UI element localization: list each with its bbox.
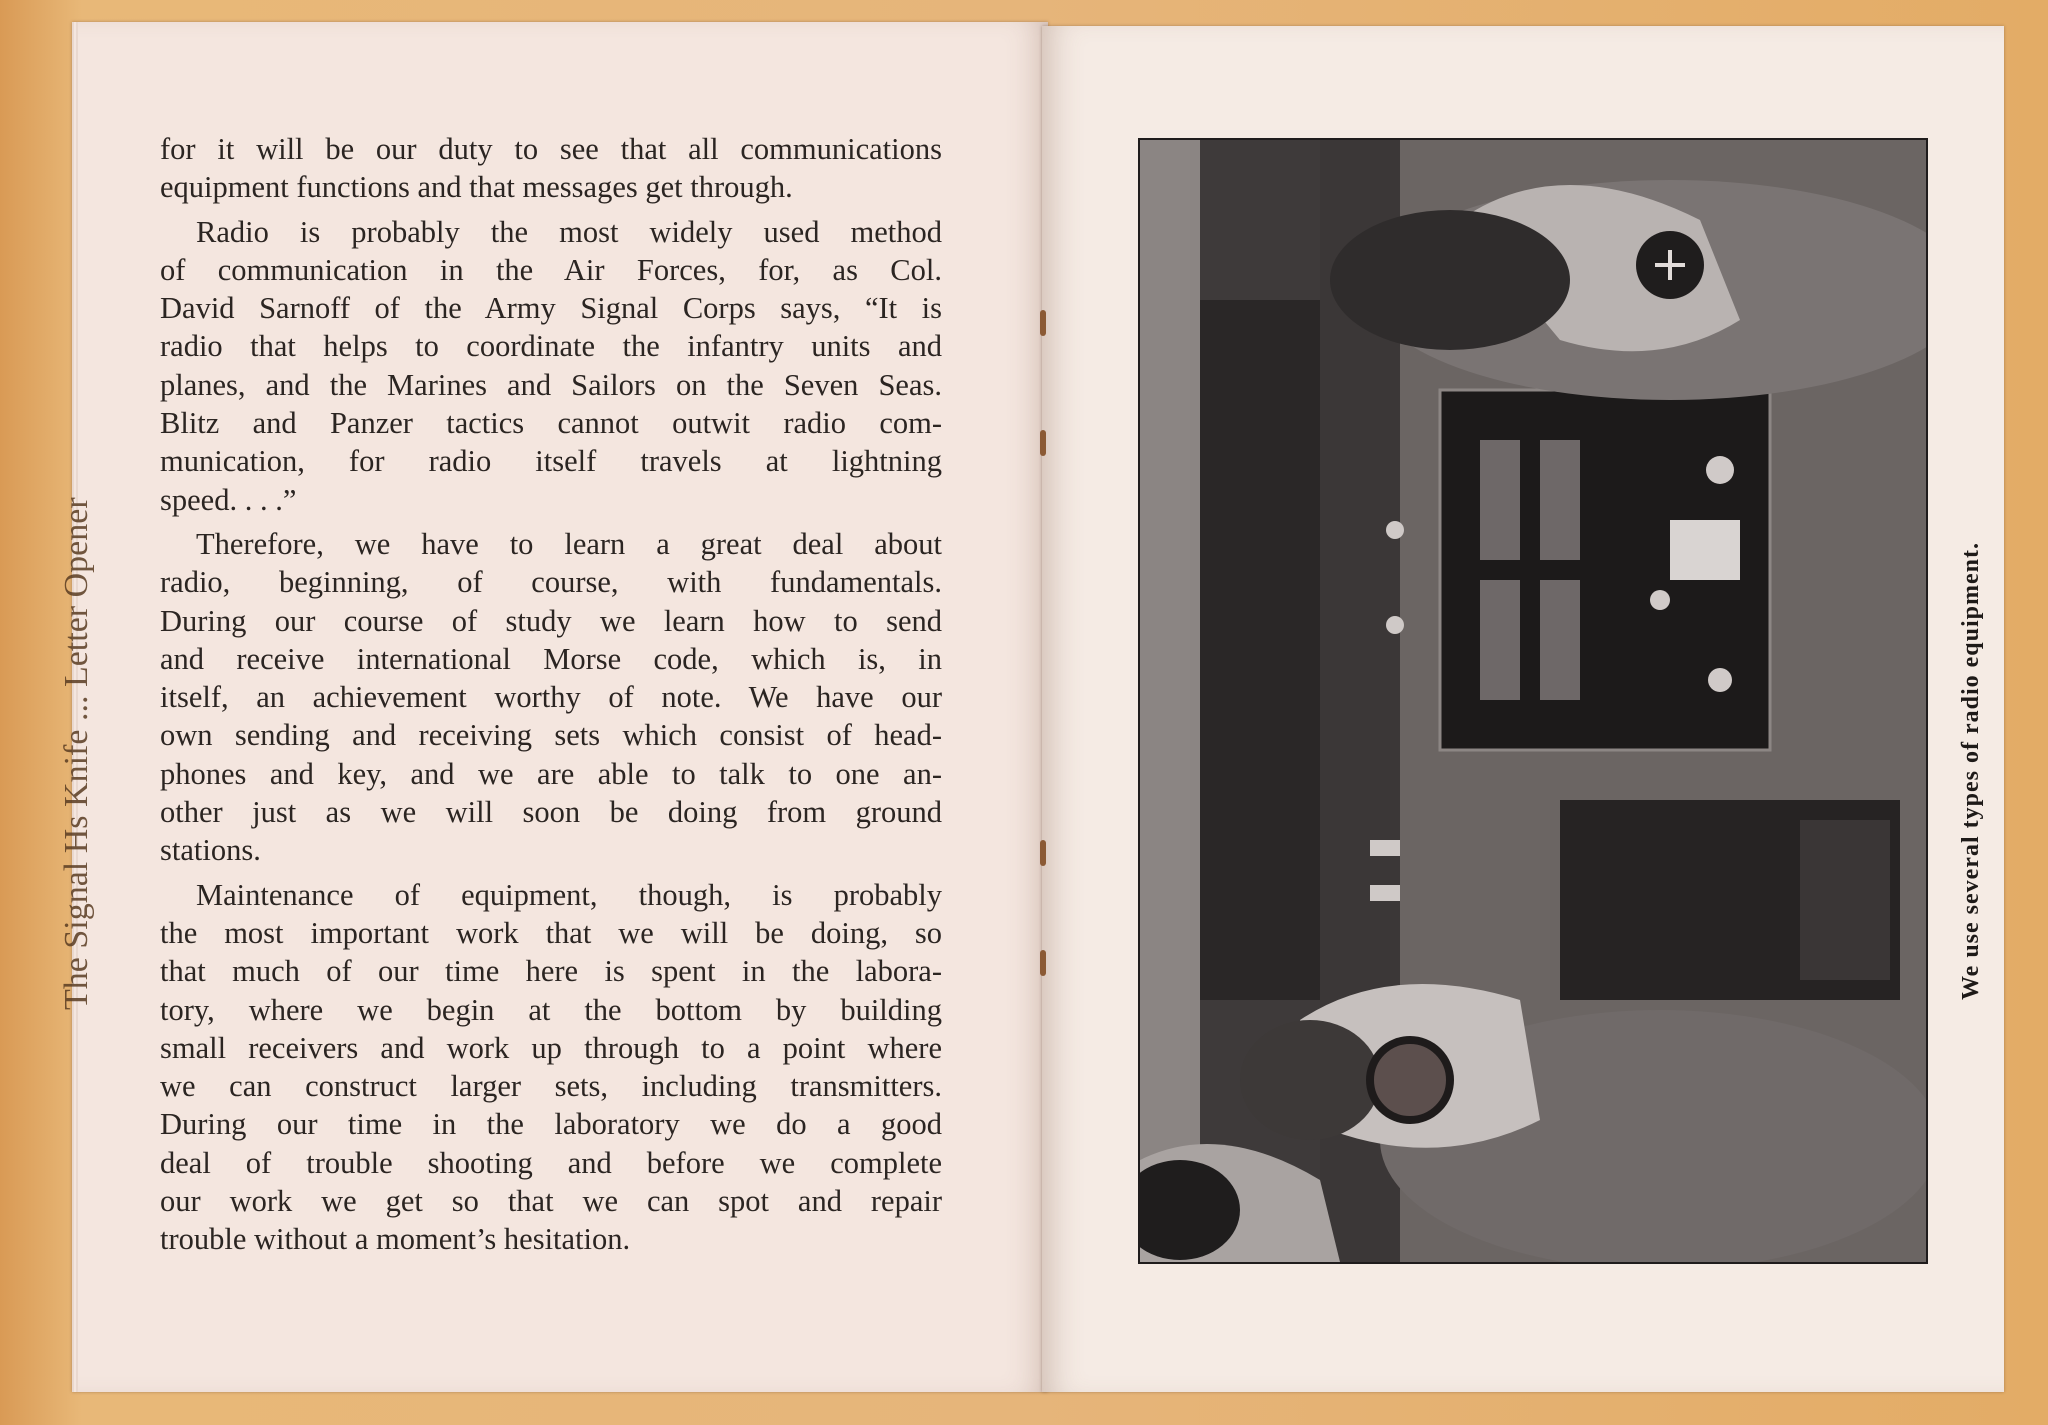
radio-equipment-photo bbox=[1138, 138, 1928, 1264]
text-line: Maintenance of equipment, though, is probably bbox=[196, 877, 942, 912]
text-line: small receivers and work up through to a point where bbox=[160, 1030, 942, 1065]
binding-thread bbox=[1040, 950, 1046, 976]
text-line: for it will be our duty to see that all communications bbox=[160, 132, 942, 166]
text-line: Radio is probably the most widely used method bbox=[196, 214, 942, 249]
binding-thread bbox=[1040, 430, 1046, 456]
paragraph bbox=[160, 213, 942, 519]
text-line: trouble without a moment’s hesitation. bbox=[160, 1222, 631, 1257]
paragraph bbox=[160, 525, 942, 870]
photo-illustration bbox=[1140, 140, 1926, 1262]
binding-thread bbox=[1040, 310, 1046, 336]
text-line: deal of trouble shooting and before we complete bbox=[160, 1145, 942, 1180]
text-line: During our time in the laboratory we do a good bbox=[160, 1107, 942, 1142]
text-line: munication, for radio itself travels at lightning bbox=[160, 444, 942, 479]
text-line: tory, where we begin at the bottom by building bbox=[160, 992, 942, 1027]
text-line: itself, an achievement worthy of note. We have our bbox=[160, 680, 942, 715]
text-line: we can construct larger sets, including transmitters. bbox=[160, 1069, 942, 1104]
text-line: radio that helps to coordinate the infantry units and bbox=[160, 329, 942, 364]
text-line: of communication in the Air Forces, for, as Col. bbox=[160, 252, 942, 287]
photo-caption: We use several types of radio equipment. bbox=[1958, 542, 1984, 1000]
paragraph bbox=[160, 876, 942, 1259]
paragraph bbox=[160, 130, 942, 207]
text-line: During our course of study we learn how to send bbox=[160, 603, 942, 638]
text-line: our work we get so that we can spot and repair bbox=[160, 1184, 942, 1219]
text-line: that much of our time here is spent in the labora- bbox=[160, 954, 942, 989]
bleed-through-text: The Signal Hs Knife ... Letter Opener bbox=[58, 497, 95, 1010]
text-line: planes, and the Marines and Sailors on the Seven Seas. bbox=[160, 367, 942, 402]
text-line: other just as we will soon be doing from ground bbox=[160, 795, 942, 830]
text-line: phones and key, and we are able to talk to one an- bbox=[160, 756, 942, 791]
text-line: the most important work that we will be doing, so bbox=[160, 915, 942, 950]
binding-thread bbox=[1040, 840, 1046, 866]
body-text bbox=[160, 130, 942, 1265]
text-line: David Sarnoff of the Army Signal Corps says, “It is bbox=[160, 291, 942, 326]
text-line: stations. bbox=[160, 833, 261, 868]
text-line: Blitz and Panzer tactics cannot outwit radio com- bbox=[160, 406, 942, 441]
text-line: equipment functions and that messages get through. bbox=[160, 170, 793, 205]
text-line: speed. . . .” bbox=[160, 482, 297, 517]
text-line: and receive international Morse code, which is, in bbox=[160, 641, 942, 676]
text-line: radio, beginning, of course, with fundamentals. bbox=[160, 565, 942, 600]
text-line: own sending and receiving sets which consist of head- bbox=[160, 718, 942, 753]
text-line: Therefore, we have to learn a great deal about bbox=[196, 526, 942, 561]
